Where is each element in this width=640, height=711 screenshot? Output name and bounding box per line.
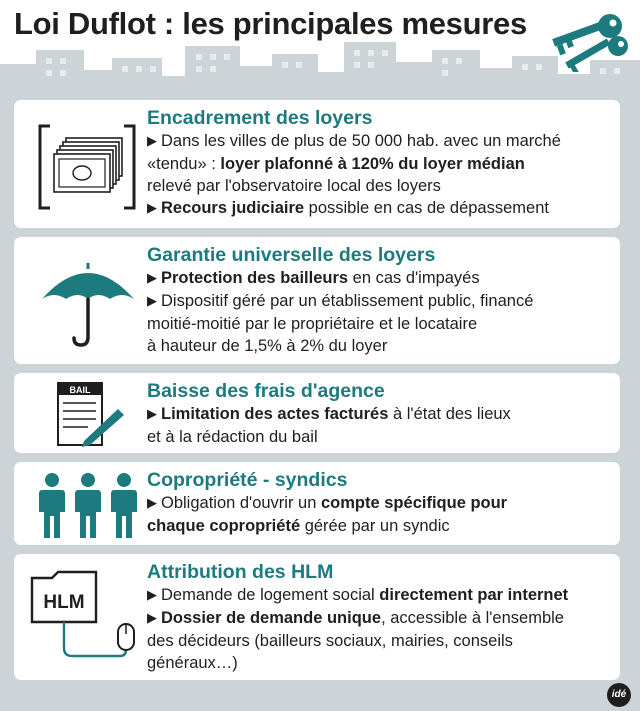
section-lines	[147, 584, 616, 674]
emphasis-text: Dossier de demande unique	[161, 609, 382, 627]
publisher-logo: idé	[607, 683, 631, 707]
body-text: moitié-moitié par le propriétaire et le locataire	[147, 315, 478, 333]
section-line	[147, 130, 616, 153]
emphasis-text: Recours judiciaire	[161, 199, 305, 217]
section-title: Baisse des frais d'agence	[147, 380, 385, 402]
emphasis-text: compte spécifique pour	[321, 494, 508, 512]
bullet-arrow-icon: ▶	[147, 133, 157, 148]
section-title: Garantie universelle des loyers	[147, 244, 436, 266]
section-text	[147, 468, 616, 537]
body-text: «tendu» :	[147, 155, 221, 173]
body-text: Obligation d'ouvrir un	[161, 494, 321, 512]
section-line	[147, 290, 616, 313]
section-line	[147, 403, 616, 426]
lease-label: BAIL	[69, 385, 91, 395]
body-text: possible en cas de dépassement	[304, 199, 549, 217]
section-title: Encadrement des loyers	[147, 107, 373, 129]
section-line	[147, 313, 616, 335]
section-text	[147, 243, 616, 357]
bullet-arrow-icon: ▶	[147, 200, 157, 215]
body-text: Dans les villes de plus de 50 000 hab. avec un marché	[161, 132, 561, 150]
section-line	[147, 175, 616, 197]
body-text: à hauteur de 1,5% à 2% du loyer	[147, 337, 388, 355]
body-text: gérée par un syndic	[300, 517, 450, 535]
emphasis-text: loyer plafonné à 120% du loyer médian	[220, 155, 525, 173]
emphasis-text: Limitation des actes facturés	[161, 405, 389, 423]
section-line	[147, 630, 616, 652]
section-line	[147, 426, 616, 448]
section-line	[147, 267, 616, 290]
section-lines	[147, 130, 616, 220]
section-attribution-hlm	[14, 554, 620, 680]
page-title: Loi Duflot : les principales mesures	[14, 6, 527, 41]
section-text	[147, 106, 616, 220]
section-lines	[147, 267, 616, 357]
body-text: Demande de logement social	[161, 586, 380, 604]
body-text: des décideurs (bailleurs sociaux, mairies, conseils	[147, 632, 513, 650]
bullet-arrow-icon: ▶	[147, 587, 157, 602]
body-text: relevé par l'observatoire local des loyers	[147, 177, 441, 195]
people-icon	[14, 462, 144, 545]
bullet-arrow-icon: ▶	[147, 293, 157, 308]
body-text: en cas d'impayés	[348, 269, 480, 287]
section-frais-agence	[14, 373, 620, 453]
section-garantie-universelle	[14, 237, 620, 364]
bullet-arrow-icon: ▶	[147, 495, 157, 510]
section-line	[147, 584, 616, 607]
section-text	[147, 379, 616, 448]
umbrella-icon	[14, 237, 144, 364]
body-text: à l'état des lieux	[388, 405, 511, 423]
bullet-arrow-icon: ▶	[147, 270, 157, 285]
section-line	[147, 335, 616, 357]
section-lines	[147, 403, 616, 448]
section-line	[147, 197, 616, 220]
section-copropriete-syndics	[14, 462, 620, 545]
section-line	[147, 492, 616, 515]
bullet-arrow-icon: ▶	[147, 406, 157, 421]
body-text: généraux…)	[147, 654, 238, 672]
banknotes-icon	[14, 100, 144, 228]
body-text: Dispositif géré par un établissement public, financé	[161, 292, 534, 310]
section-line	[147, 607, 616, 630]
section-title: Attribution des HLM	[147, 561, 334, 583]
section-lines	[147, 492, 616, 537]
section-line	[147, 153, 616, 175]
section-line	[147, 515, 616, 537]
emphasis-text: Protection des bailleurs	[161, 269, 349, 287]
section-encadrement-loyers	[14, 100, 620, 228]
emphasis-text: directement par internet	[379, 586, 569, 604]
section-text	[147, 560, 616, 674]
body-text: , accessible à l'ensemble	[381, 609, 564, 627]
section-line	[147, 652, 616, 674]
computer-folder-icon	[14, 554, 144, 680]
keys-icon	[538, 8, 634, 72]
emphasis-text: chaque copropriété	[147, 517, 301, 535]
bullet-arrow-icon: ▶	[147, 610, 157, 625]
body-text: et à la rédaction du bail	[147, 428, 318, 446]
hlm-label: HLM	[43, 592, 85, 613]
section-title: Copropriété - syndics	[147, 469, 348, 491]
lease-document-icon	[14, 373, 144, 453]
